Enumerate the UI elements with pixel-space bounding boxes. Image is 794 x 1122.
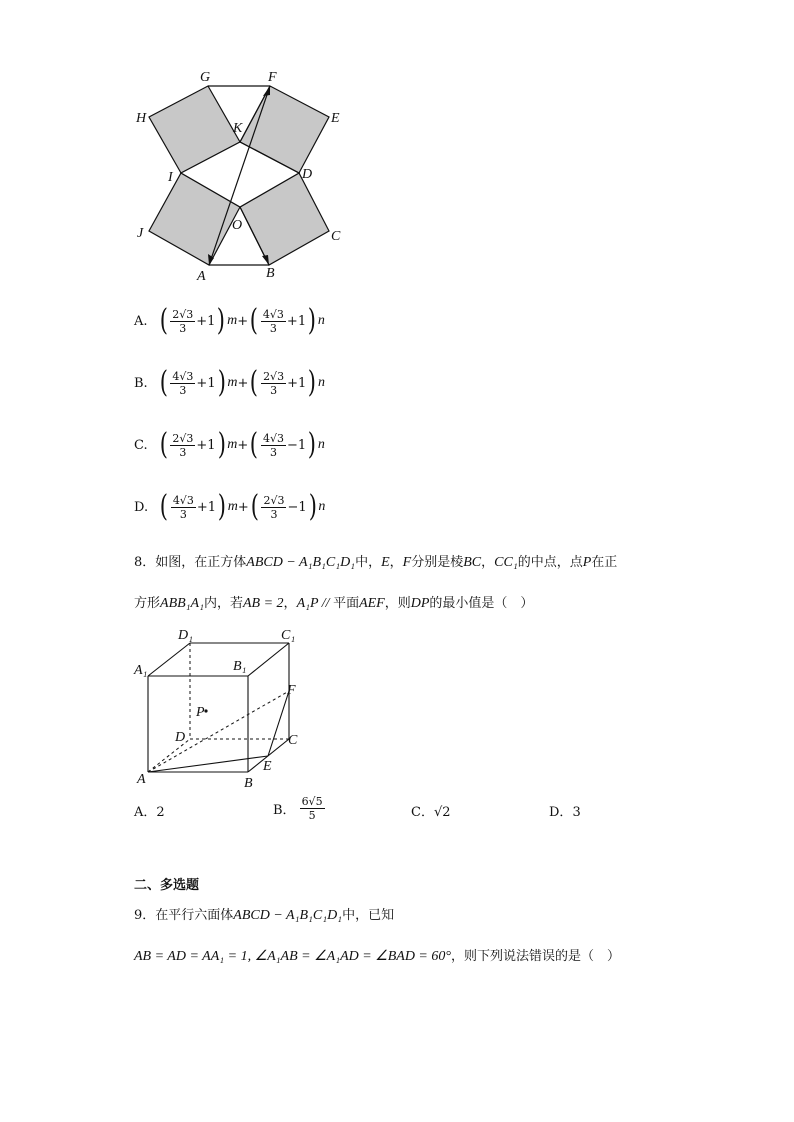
q8-text: 中， bbox=[355, 555, 382, 570]
question-8-line-1 bbox=[134, 551, 617, 571]
option-label: D． bbox=[549, 805, 573, 820]
var-m: m bbox=[227, 375, 238, 390]
fraction-denominator: 3 bbox=[270, 507, 278, 521]
paren-open: ( bbox=[250, 365, 259, 400]
label-j: J bbox=[137, 226, 144, 241]
option-value: 2 bbox=[156, 805, 165, 820]
q8-text: 在正 bbox=[591, 555, 618, 570]
label-e: E bbox=[331, 111, 340, 126]
q8-text: ， bbox=[389, 555, 403, 570]
q8-option-c bbox=[411, 801, 451, 820]
q8-edge-bc: BC bbox=[463, 555, 482, 570]
fraction-denominator: 3 bbox=[269, 321, 277, 335]
var-m: m bbox=[227, 313, 238, 328]
option-value: √2 bbox=[433, 805, 451, 820]
label-c: C bbox=[331, 229, 341, 244]
q8-plane-aef: AEF bbox=[359, 596, 385, 611]
fraction-numerator: 4√3 bbox=[263, 431, 285, 445]
segment-ef bbox=[268, 691, 289, 756]
label-d1: D₁ bbox=[178, 628, 193, 643]
fraction-denominator: 3 bbox=[270, 383, 278, 397]
coef-const-2: +1 bbox=[286, 313, 307, 329]
fraction-denominator: 3 bbox=[270, 445, 277, 459]
paren-open: ( bbox=[250, 427, 259, 462]
label-c1: C₁ bbox=[281, 628, 296, 643]
paren-open: ( bbox=[159, 489, 169, 524]
paren-close: ) bbox=[307, 427, 317, 462]
label-d: D bbox=[302, 167, 313, 182]
edge-b1c1 bbox=[248, 643, 289, 676]
coef-const-2: −1 bbox=[287, 437, 307, 453]
q8-text: ，则 bbox=[384, 596, 411, 611]
q8-condition-ab: AB = 2 bbox=[242, 596, 284, 611]
fraction-numerator: 2√3 bbox=[172, 431, 194, 445]
label-b: B bbox=[244, 776, 253, 791]
fraction-denominator: 3 bbox=[179, 321, 187, 335]
label-c: C bbox=[288, 733, 298, 748]
question-9-line-1 bbox=[134, 904, 394, 924]
coef-fraction-2 bbox=[261, 432, 286, 459]
question-8-line-2 bbox=[134, 592, 533, 612]
paren-close: ) bbox=[217, 365, 226, 400]
coef-fraction-2 bbox=[261, 370, 286, 397]
option-fraction bbox=[300, 795, 325, 822]
fraction-numerator: 2√3 bbox=[263, 493, 285, 507]
q8-text: 的最小值是（ ） bbox=[429, 596, 534, 611]
arrow-head-f bbox=[263, 86, 270, 96]
fraction-numerator: 4√3 bbox=[172, 369, 194, 383]
label-h: H bbox=[136, 111, 147, 126]
fraction-numerator: 4√3 bbox=[262, 307, 284, 321]
edge-a1d1 bbox=[148, 643, 190, 676]
paren-close: ) bbox=[308, 365, 317, 400]
label-o: O bbox=[232, 218, 243, 233]
q9-text: 9．在平行六面体 bbox=[134, 908, 234, 923]
label-p: P bbox=[196, 705, 205, 720]
q9-text: 中，已知 bbox=[342, 908, 395, 923]
q8-point-p: P bbox=[582, 555, 592, 570]
q8-point-e: E bbox=[381, 555, 390, 570]
q9-conditions: AB = AD = AA₁ = 1, ∠A₁AB = ∠A₁AD = ∠BAD = 60° bbox=[134, 949, 451, 964]
q8-text: 方形 bbox=[134, 596, 161, 611]
figure-cube bbox=[130, 625, 310, 795]
fraction-numerator: 4√3 bbox=[172, 493, 194, 507]
q9-solid-name: ABCD − A₁B₁C₁D₁ bbox=[233, 908, 343, 923]
coef-const-2: −1 bbox=[287, 499, 307, 515]
label-b1: B₁ bbox=[233, 659, 247, 674]
label-g: G bbox=[200, 70, 211, 85]
q8-option-d bbox=[549, 801, 581, 820]
q8-text: 内，若 bbox=[203, 596, 243, 611]
coef-fraction-2 bbox=[261, 308, 286, 335]
label-a: A bbox=[197, 269, 206, 284]
label-b: B bbox=[266, 266, 275, 281]
option-label: B. bbox=[134, 375, 148, 391]
fraction-denominator: 3 bbox=[179, 445, 187, 459]
option-label: C. bbox=[134, 437, 148, 453]
paren-close: ) bbox=[307, 303, 317, 338]
q7-option-row bbox=[134, 427, 325, 463]
paren-open: ( bbox=[159, 303, 168, 338]
q7-option-row bbox=[134, 303, 325, 339]
q8-condition-a1p: A₁P // bbox=[296, 596, 334, 611]
paren-open: ( bbox=[159, 427, 168, 462]
label-d: D bbox=[175, 730, 186, 745]
option-label: A． bbox=[134, 805, 157, 820]
section-title-multiple-choice: 二、多选题 bbox=[134, 878, 200, 893]
fraction-denominator: 5 bbox=[308, 809, 316, 822]
option-label: D. bbox=[134, 499, 149, 515]
paren-open: ( bbox=[250, 489, 259, 524]
label-e: E bbox=[263, 759, 272, 774]
option-label: B． bbox=[273, 803, 296, 818]
q8-text: 分别是棱 bbox=[411, 555, 464, 570]
plus-sign: + bbox=[237, 375, 249, 391]
label-i: I bbox=[168, 170, 173, 185]
coef-fraction-2 bbox=[261, 494, 286, 521]
q8-option-a bbox=[134, 801, 165, 820]
paren-close: ) bbox=[217, 427, 226, 462]
figure-hexagon-squares bbox=[130, 60, 360, 290]
var-m: m bbox=[227, 499, 238, 514]
fraction-numerator: 2√3 bbox=[172, 307, 194, 321]
paren-open: ( bbox=[249, 303, 259, 338]
q8-cube-name: ABCD − A₁B₁C₁D₁ bbox=[246, 555, 356, 570]
option-label: C． bbox=[411, 805, 434, 820]
q8-point-f: F bbox=[402, 555, 412, 570]
coef-fraction-1 bbox=[171, 494, 196, 521]
q8-text: 的中点，点 bbox=[517, 555, 583, 570]
fraction-numerator: 2√3 bbox=[263, 369, 285, 383]
q7-option-row bbox=[134, 365, 325, 401]
fraction-numerator: 6√5 bbox=[301, 795, 323, 808]
q8-text: ， bbox=[283, 596, 297, 611]
label-f: F bbox=[268, 70, 277, 85]
option-label: A. bbox=[134, 313, 148, 329]
var-m: m bbox=[227, 437, 238, 452]
q8-text: 平面 bbox=[333, 596, 360, 611]
q8-square-name: ABB₁A₁ bbox=[160, 596, 204, 611]
paren-open: ( bbox=[159, 365, 168, 400]
label-a1: A₁ bbox=[134, 663, 148, 678]
question-9-line-2 bbox=[134, 945, 620, 965]
q7-option-row bbox=[134, 489, 325, 525]
coef-const-1: +1 bbox=[196, 375, 216, 391]
coef-const-2: +1 bbox=[287, 375, 307, 391]
label-f: F bbox=[287, 683, 296, 698]
q8-text: 8．如图，在正方体 bbox=[134, 555, 247, 570]
q8-text: ， bbox=[481, 555, 495, 570]
var-n: n bbox=[317, 375, 325, 390]
label-k: K bbox=[233, 121, 243, 136]
coef-const-1: +1 bbox=[196, 313, 216, 329]
var-n: n bbox=[318, 499, 326, 514]
plus-sign: + bbox=[237, 499, 249, 515]
arrow-head-b bbox=[262, 255, 269, 265]
q9-text: ，则下列说法错误的是（ ） bbox=[450, 949, 620, 964]
q8-option-b bbox=[273, 795, 326, 822]
var-n: n bbox=[317, 313, 325, 328]
q8-segment-dp: DP bbox=[410, 596, 430, 611]
coef-fraction-1 bbox=[170, 370, 195, 397]
var-n: n bbox=[317, 437, 325, 452]
plus-sign: + bbox=[237, 437, 249, 453]
q8-edge-cc1: CC₁ bbox=[494, 555, 518, 570]
label-a: A bbox=[137, 772, 146, 787]
coef-fraction-1 bbox=[170, 432, 195, 459]
coef-const-1: +1 bbox=[196, 437, 216, 453]
coef-fraction-1 bbox=[170, 308, 195, 335]
paren-close: ) bbox=[217, 489, 226, 524]
plus-sign: + bbox=[237, 313, 249, 329]
segment-ae bbox=[148, 756, 268, 772]
paren-close: ) bbox=[217, 303, 226, 338]
option-value: 3 bbox=[572, 805, 581, 820]
fraction-denominator: 3 bbox=[179, 507, 187, 521]
coef-const-1: +1 bbox=[196, 499, 216, 515]
point-p-dot bbox=[204, 709, 207, 712]
paren-close: ) bbox=[308, 489, 317, 524]
fraction-denominator: 3 bbox=[179, 383, 187, 397]
